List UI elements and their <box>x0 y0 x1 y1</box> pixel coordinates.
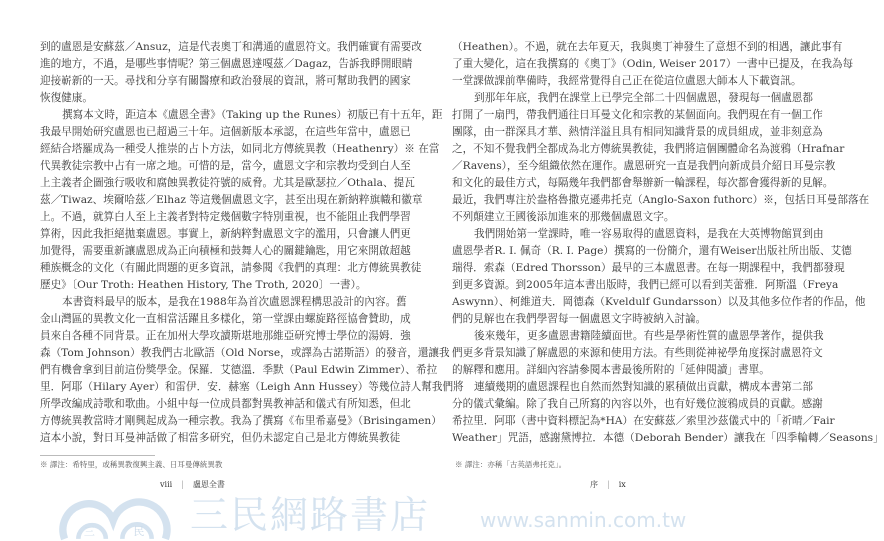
text-line: 我最早開始研究盧恩也已超過三十年。這個新版本承認，在這些年當中，盧恩已 <box>40 126 411 138</box>
text-line: 到那年年底，我們在課堂上已學完全部二十四個盧恩，發現每一個盧恩都 <box>474 92 813 104</box>
text-line: 之，不知不覺我們全都成為北方傳統異教徒，我們將這個團體命名為渡鴉（Hrafnar <box>452 143 845 155</box>
text-line: 算術，因此我拒絕拋棄盧恩。事實上，新納粹對盧恩文字的濫用，只會讓人們更 <box>40 228 411 240</box>
text-line: 方傳統異教當時才剛興起成為一種宗教。我為了撰寫《布里希嘉曼》（Brisingamen） <box>40 415 442 427</box>
text-line: 迎接嶄新的一天。尋找和分享有關醫療和政治發展的資訊，將可幫助我們的國家 <box>40 75 411 87</box>
watermark-logo-icon <box>60 493 170 539</box>
text-line: 經結合塔羅成為一種受人推崇的占卜方法，如同北方傳統異教（Heathenry）※ 在當 <box>40 143 440 155</box>
text-line: 種族概念的文化（有關此問題的更多資訊，請參閱《我們的真理：北方傳統異教徒 <box>40 262 422 274</box>
text-line: 上。不過，就算白人至上主義者對特定幾個數字特別重視，也不能阻止我們學習 <box>40 211 411 223</box>
text-line: ／Ravens），至今組織依然在運作。盧恩研究一直是我們向新成員介紹日耳曼宗教 <box>452 160 836 172</box>
left-page-body <box>40 39 464 447</box>
running-title: 盧恩全書 <box>192 480 225 489</box>
right-footnote: ※ 譯注：亦稱「古英語弗托克」。 <box>455 460 567 469</box>
left-folio <box>160 480 225 490</box>
text-line: 這本小說，對日耳曼神話做了相當多研究，但仍未認定自己是北方傳統異教徒 <box>40 432 401 444</box>
text-line: 里．阿耶（Hilary Ayer）和雷伊．安．赫塞（Leigh Ann Hussey）等幾位詩人幫我們將 <box>40 381 464 393</box>
text-line: 恢復健康。 <box>40 92 93 104</box>
text-line: 們有機會拿到目前這份獎學金。保羅．艾德溫．季默（Paul Edwin Zimmer）、希拉 <box>40 364 438 376</box>
text-line: 撰寫本文時，距這本《盧恩全書》（Taking up the Runes）初版已有十五年，距 <box>62 109 443 121</box>
text-line: 所學改編成詩歌和歌曲。小組中每一位成員都對異教神話和儀式有所知悉，但北 <box>40 398 411 410</box>
watermark-url: www.sanmin.com.tw <box>480 508 687 532</box>
text-line: 了重大變化，這在我撰寫的《奧丁》（Odin, Weiser 2017）一書中已提及，在我為每 <box>452 58 854 70</box>
text-line: 到更多資源。到2005年這本書出版時，我們已經可以看到芙蕾雅．阿斯溫（Freya <box>452 279 839 291</box>
right-folio <box>590 480 626 490</box>
watermark-name: 三民網路書店 <box>190 493 431 537</box>
footnote-divider <box>40 455 155 456</box>
text-line: 員來自各種不同背景。正在加州大學攻讀斯堪地那維亞研究博士學位的湯姆．強 <box>40 330 411 342</box>
text-line: 一堂課做課前準備時，我經常覺得自己正在從這位盧恩大師本人下載資訊。 <box>452 75 802 87</box>
text-line: （Heathen）。不過，就在去年夏天，我與奧丁神發生了意想不到的相遇，讓此事有 <box>452 41 843 53</box>
folio-separator: | <box>607 480 610 489</box>
right-page-body <box>452 39 884 447</box>
text-line: 團隊，由一群深具才華、熱情洋溢且具有相同知識背景的成員組成，並非刻意為 <box>452 126 823 138</box>
text-line: 本書資料最早的版本，是我在1988年為首次盧恩課程構思設計的內容。舊 <box>62 296 407 308</box>
text-line: 們的見解也在我們學習每一個盧恩文字時被納入討論。 <box>452 313 707 325</box>
text-line: 我們開始第一堂課時，唯一容易取得的盧恩資料，是我在大英博物館買到由 <box>474 228 824 240</box>
text-line: 茲／Tiwaz、埃爾哈茲／Elhaz 等這幾個盧恩文字，甚至出現在新納粹旗幟和徽章 <box>40 194 423 206</box>
text-line: 森（Tom Johnson）教我們古北歐語（Old Norse，或譯為古諾斯語）的發音，還讓我 <box>40 347 450 359</box>
text-line: 們更多背景知識了解盧恩的來源和使用方法。有些則從神祕學角度探討盧恩符文 <box>452 347 823 359</box>
text-line: 上主義者企圖強行吸收和腐蝕異教徒符號的威脅。尤其是歐瑟拉／Othala、提瓦 <box>40 177 415 189</box>
left-footnote: ※ 譯注：希特里，或稱異教復興主義、日耳曼傳統異教 <box>40 460 223 469</box>
text-line: 歷史》〔Our Troth: Heathen History, The Troth, 2020〕一書）。 <box>40 279 367 291</box>
text-line: Aswynn）、柯維道夫．岡德森（Kveldulf Gundarsson）以及其他多位作者的作品，他 <box>452 296 866 308</box>
text-line: 到的盧恩是安蘇茲／Ansuz，這是代表奧丁和溝通的盧恩符文。我們確實有需要改 <box>40 41 422 53</box>
page-number: ix <box>618 480 626 489</box>
text-line: 不列顛建立王國後添加進來的那幾個盧恩文字。 <box>452 211 675 223</box>
text-line: 代異教徒宗教中占有一席之地。可惜的是，當今，盧恩文字和宗教均受到白人至 <box>40 160 411 172</box>
watermark-logo-char: 三 <box>83 525 95 539</box>
text-line: 連續幾期的盧恩課程也自然而然對知識的累積做出貢獻，構成本書第二部 <box>474 381 813 393</box>
watermark-logo-char: 民 <box>133 525 145 539</box>
folio-separator: | <box>181 480 184 489</box>
text-line: 希拉里．阿耶（書中資料標記為*HA）在安蘇茲／索里沙茲儀式中的「祈晴／Fair <box>452 415 835 427</box>
text-line: Weather」咒語，感謝黛博拉．本德（Deborah Bender）讓我在「四季輪轉／Seasons」 <box>452 432 884 444</box>
text-line: 的解釋和應用。詳細內容請參閱本書最後所附的「延伸閱讀」書單。 <box>452 364 770 376</box>
text-line: 最近，我們專注於盎格魯撒克遜弗托克（Anglo-Saxon futhorc）※，包括日耳曼部落在 <box>452 194 870 206</box>
text-line: 進的地方，不過，是哪些事情呢？第三個盧恩達嘎茲／Dagaz，告訴我睜開眼睛 <box>40 58 413 70</box>
text-line: 打開了一扇門，帶我們通往日耳曼文化和宗教的某個面向。我們現在有一個工作 <box>452 109 823 121</box>
text-line: 後來幾年，更多盧恩書籍陸續面世。有些是學術性質的盧恩學著作，提供我 <box>474 330 824 342</box>
text-line: 分的儀式彙編。除了我自己所寫的內容以外，也有好幾位渡鴉成員的貢獻。感謝 <box>452 398 823 410</box>
text-line: 金山灣區的異教文化一直相當活躍且多樣化，第一堂課由螺旋路徑協會贊助，成 <box>40 313 411 325</box>
text-line: 盧恩學者R. I. 佩奇（R. I. Page）撰寫的一份簡介，還有Weiser出版社所出版、艾德 <box>452 245 852 257</box>
text-line: 瑞得．索森（Edred Thorsson）最早的三本盧恩書。在每一期課程中，我們都發現 <box>452 262 845 274</box>
text-line: 和文化的最佳方式，每隔幾年我們都會舉辦新一輪課程，每次都會獲得新的見解。 <box>452 177 834 189</box>
page-number: viii <box>160 480 173 489</box>
text-line: 加覺得，需要重新讓盧恩成為正向積極和鼓舞人心的關鍵鑰匙，用它來開啟超越 <box>40 245 411 257</box>
running-title: 序 <box>590 480 598 489</box>
